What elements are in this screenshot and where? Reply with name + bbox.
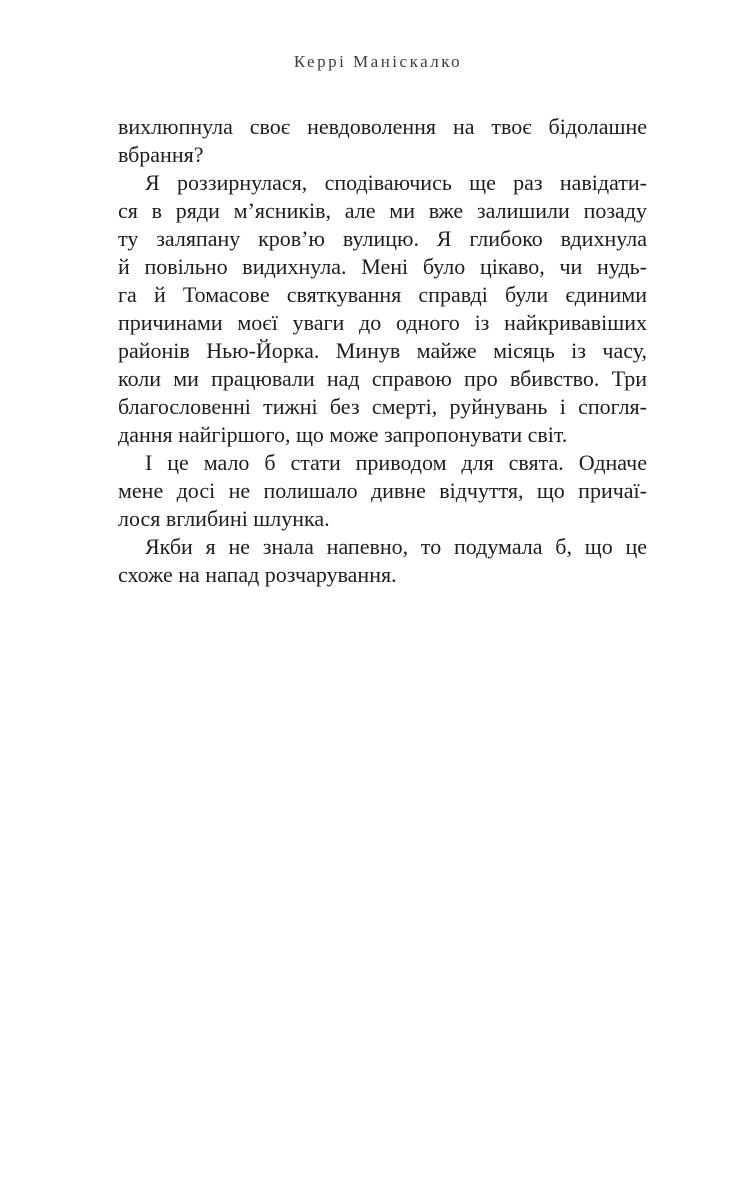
text-line: лося вглибині шлунка. [118, 506, 330, 531]
text-line: коли ми працювали над справою про вбивство. Три [118, 366, 647, 391]
text-line: Я роззирнулася, сподіваючись ще раз навідати- [145, 170, 647, 195]
running-header-author: Керрі Маніскалко [293, 52, 463, 71]
text-line: ся в ряди м’ясників, але ми вже залишили позаду [118, 198, 647, 223]
text-line: вбрання? [118, 142, 204, 167]
body-text-block [118, 113, 647, 589]
text-line: схоже на напад розчарування. [118, 562, 397, 587]
text-line: мене досі не полишало дивне відчуття, що причаї- [118, 478, 647, 503]
text-line: причинами моєї уваги до одного із найкривавіших [118, 310, 647, 335]
text-line: І це мало б стати приводом для свята. Одначе [145, 450, 647, 475]
text-line: дання найгіршого, що може запропонувати світ. [118, 422, 568, 447]
text-line: ту заляпану кров’ю вулицю. Я глибоко вдихнула [118, 226, 647, 251]
text-line: районів Нью-Йорка. Минув майже місяць із часу, [118, 338, 647, 363]
text-line: га й Томасове святкування справді були єдиними [118, 282, 647, 307]
text-line: Якби я не знала напевно, то подумала б, що це [145, 534, 647, 559]
text-line: вихлюпнула своє невдоволення на твоє бідолашне [118, 114, 647, 139]
text-line: й повільно видихнула. Мені було цікаво, чи нудь- [118, 254, 647, 279]
text-line: благословенні тижні без смерті, руйнувань і спогля- [118, 394, 647, 419]
